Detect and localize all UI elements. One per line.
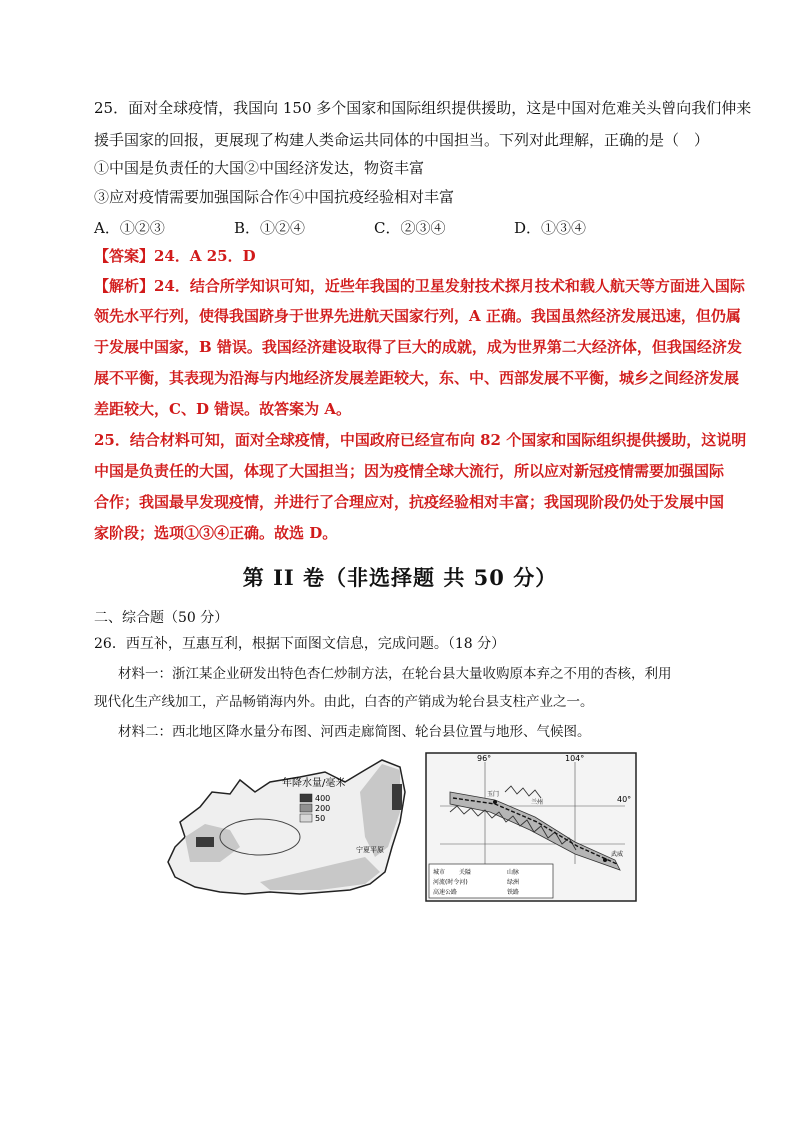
place-label-ningxia: 宁夏平原 [356,846,384,854]
legend-title: 年降水量/毫米 [282,778,346,789]
map-legend-oasis: 绿洲 [507,879,520,886]
analysis-line2: 领先水平行列，使得我国跻身于世界先进航天国家行列，A 正确。我国虽然经济发展迅速，但仍属 [94,307,741,325]
dark-zone-west [196,837,214,847]
place-label-yumen: 玉门 [487,791,500,798]
q25-stem-line2: 援手国家的回报，更展现了构建人类命运共同体的中国担当。下列对此理解，正确的是（ ） [94,131,710,149]
legend-swatch-200 [300,804,312,812]
map-legend-highway: 高速公路 [433,889,458,896]
legend-swatch-50 [300,814,312,822]
legend-value-50: 50 [315,814,326,823]
option-b: B．①②④ [234,219,306,237]
precipitation-map [160,752,410,902]
q25-options [94,217,694,237]
analysis-line5: 差距较大，C、D 错误。故答案为 A。 [94,400,352,418]
place-label-lanzhou: 兰州 [531,799,544,806]
legend-value-200: 200 [315,804,331,813]
map-legend-mountain: 山脉 [507,869,520,876]
analysis-line6: 25．结合材料可知，面对全球疫情，中国政府已经宣布向 82 个国家和国际组织提供援助，这说明 [94,431,747,449]
material2-text: 材料二：西北地区降水量分布图、河西走廊简图、轮台县位置与地形、气候图。 [118,724,591,740]
city-marker-yumen [493,800,497,804]
map-legend-railway: 铁路 [507,889,520,896]
option-d: D．①③④ [514,219,587,237]
q25-item-line2: ③应对疫情需要加强国际合作④中国抗疫经验相对丰富 [94,188,455,206]
city-marker-wuwei [603,858,607,862]
dark-zone-northeast [392,784,402,810]
material1-line1: 材料一：浙江某企业研发出特色杏仁炒制方法，在轮台县大量收购原本弃之不用的杏核，利用 [118,666,672,682]
analysis-line9: 家阶段；选项①③④正确。故选 D。 [94,524,338,542]
place-label-wuwei: 武威 [611,851,624,858]
q25-stem-line1: 25．面对全球疫情，我国向 150 多个国家和国际组织提供援助，这是中国对危难关头曾向我们伸来 [94,99,752,117]
map-legend-river: 河流(时令河) [433,879,468,886]
hexi-corridor-map [425,752,637,902]
legend-swatch-400 [300,794,312,802]
option-c: C．②③④ [374,219,446,237]
option-a: A．①②③ [94,219,165,237]
answer-label: 【答案】24．A 25．D [94,247,256,265]
analysis-line7: 中国是负责任的大国，体现了大国担当；因为疫情全球大流行，所以应对新冠疫情需要加强国际 [94,462,725,480]
lon-label-104: 104° [565,754,585,763]
part-heading: 二、综合题（50 分） [94,610,229,626]
map-legend-pass: 关隘 [459,869,472,876]
lon-label-96: 96° [477,754,492,763]
analysis-line3: 于发展中国家，B 错误。我国经济建设取得了巨大的成就，成为世界第二大经济体，但我国经济发 [94,338,742,356]
legend-value-400: 400 [315,794,331,803]
lat-label-40: 40° [617,795,632,804]
section-title: 第 II 卷（非选择题 共 50 分） [242,565,558,590]
analysis-line4: 展不平衡，其表现为沿海与内地经济发展差距较大，东、中、西部发展不平衡，城乡之间经济发展 [94,369,740,387]
analysis-line1: 【解析】24．结合所学知识可知，近些年我国的卫星发射技术探月技术和载人航天等方面进入国际 [94,277,745,295]
q26-stem: 26．西互补，互惠互利，根据下面图文信息，完成问题。（18 分） [94,636,506,652]
analysis-line8: 合作；我国最早发现疫情，并进行了合理应对，抗疫经验相对丰富；我国现阶段仍处于发展中国 [94,493,725,511]
q25-item-line1: ①中国是负责任的大国②中国经济发达，物资丰富 [94,159,425,177]
map-legend-city: 城市 [433,869,446,876]
material1-line2: 现代化生产线加工，产品畅销海内外。由此，白杏的产销成为轮台县支柱产业之一。 [94,694,594,710]
